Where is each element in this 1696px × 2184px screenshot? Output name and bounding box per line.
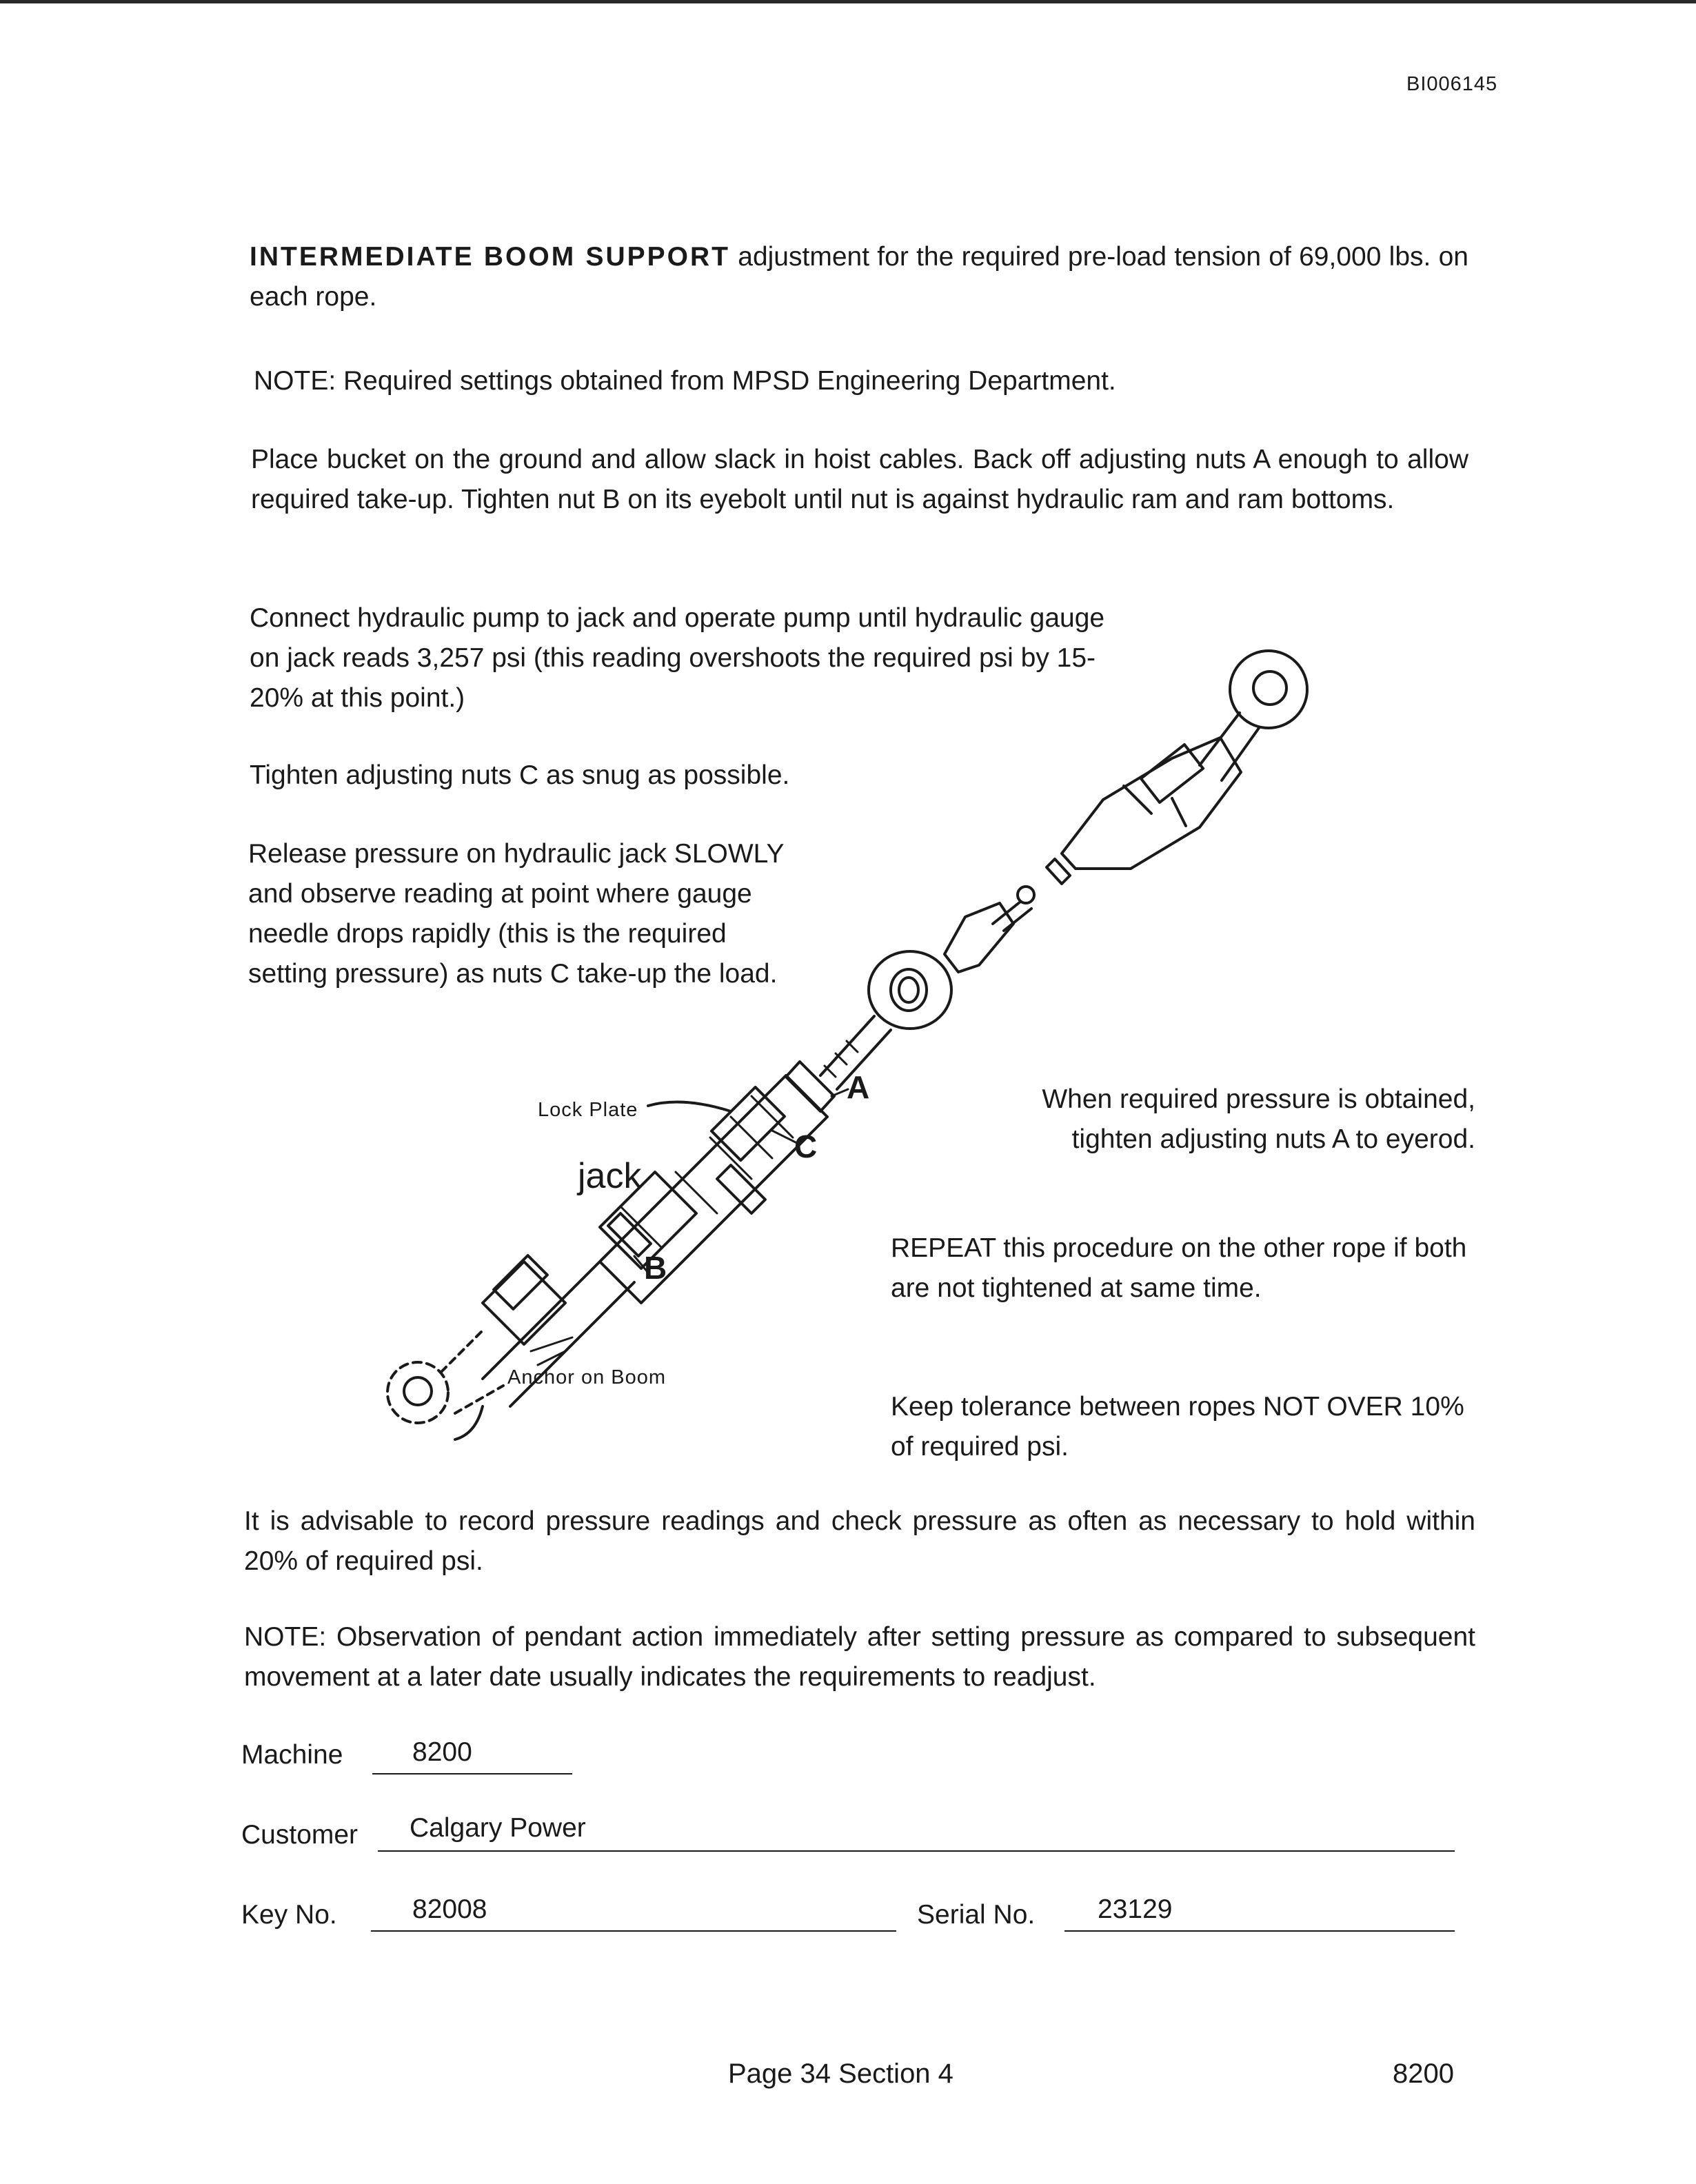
top-clevis [1062,738,1241,869]
customer-value: Calgary Power [410,1813,586,1843]
label-a: A [847,1069,870,1105]
lower-clevis-pin [494,1255,547,1309]
lock-plate-leader [648,1102,731,1111]
nuts-c [717,1165,765,1213]
serial-no-underline [1064,1930,1455,1932]
paragraph-release: Release pressure on hydraulic jack SLOWLY and observe reading at point where gauge needle drops rapidly (this is the required setting pressure) as nuts C take-up the load. [248,839,784,989]
document-id: BI006145 [1406,73,1498,95]
clevis-pin [1141,745,1203,802]
top-eye-hole [1253,671,1286,705]
label-anchor-on-boom: Anchor on Boom [507,1366,667,1388]
page-section-footer: Page 34 Section 4 [728,2059,953,2089]
note-observation: NOTE: Observation of pendant action immediately after setting pressure as compared to subsequent movement at a later date usually indicates the requirements to readjust. [244,1622,1475,1692]
upper-fitting [945,903,1013,972]
label-c: C [794,1129,818,1164]
top-eye-ring [1230,651,1307,728]
paragraph-slack: Place bucket on the ground and allow slack in hoist cables. Back off adjusting nuts A enough to allow required take-up. Tighten nut B on its eyebolt until nut is against hydraulic ram and ram bottoms. [251,445,1468,514]
machine-value: 8200 [412,1737,472,1767]
stud-end [1047,859,1070,884]
paragraph-obtained: When required pressure is obtained, tighten adjusting nuts A to eyerod. [1042,1084,1475,1154]
anchor-link [441,1331,503,1413]
paragraph-repeat: REPEAT this procedure on the other rope if both are not tightened at same time. [891,1233,1467,1303]
key-no-underline [371,1930,896,1932]
a-leader [831,1089,848,1096]
model-footer: 8200 [1393,2059,1454,2089]
middle-eye-ring [869,951,951,1029]
machine-label: Machine [241,1740,343,1770]
key-no-value: 82008 [412,1894,487,1924]
section-heading: INTERMEDIATE BOOM SUPPORT [250,242,730,272]
label-jack: jack [578,1156,642,1196]
customer-underline [378,1850,1455,1852]
serial-no-value: 23129 [1098,1894,1173,1924]
label-lock-plate: Lock Plate [538,1099,638,1121]
customer-label: Customer [241,1820,359,1850]
paragraph-pump: Connect hydraulic pump to jack and operate pump until hydraulic gauge on jack reads 3,257 psi (this reading overshoots the required psi by 15-20% at this point.) [250,603,1105,713]
note-engineering: NOTE: Required settings obtained from MPSD Engineering Department. [254,366,1116,396]
key-no-label: Key No. [241,1900,337,1930]
paragraph-tolerance: Keep tolerance between ropes NOT OVER 10% of required psi. [891,1392,1464,1462]
clevis-detail [1124,786,1186,826]
middle-eye-hole [891,969,927,1011]
paragraph-tighten-c: Tighten adjusting nuts C as snug as possible. [250,760,790,790]
machine-underline [372,1773,572,1775]
paragraph-record: It is advisable to record pressure readings and check pressure as often as necessary to hold within 20% of required psi. [244,1506,1475,1576]
anchor-ring [387,1362,448,1423]
label-b: B [644,1250,667,1286]
anchor-hole [404,1377,432,1405]
serial-no-label: Serial No. [917,1900,1036,1930]
lower-clevis [483,1262,565,1344]
intro-text: adjustment for the required pre-load tension of 69,000 lbs. on each rope. [250,242,1468,312]
